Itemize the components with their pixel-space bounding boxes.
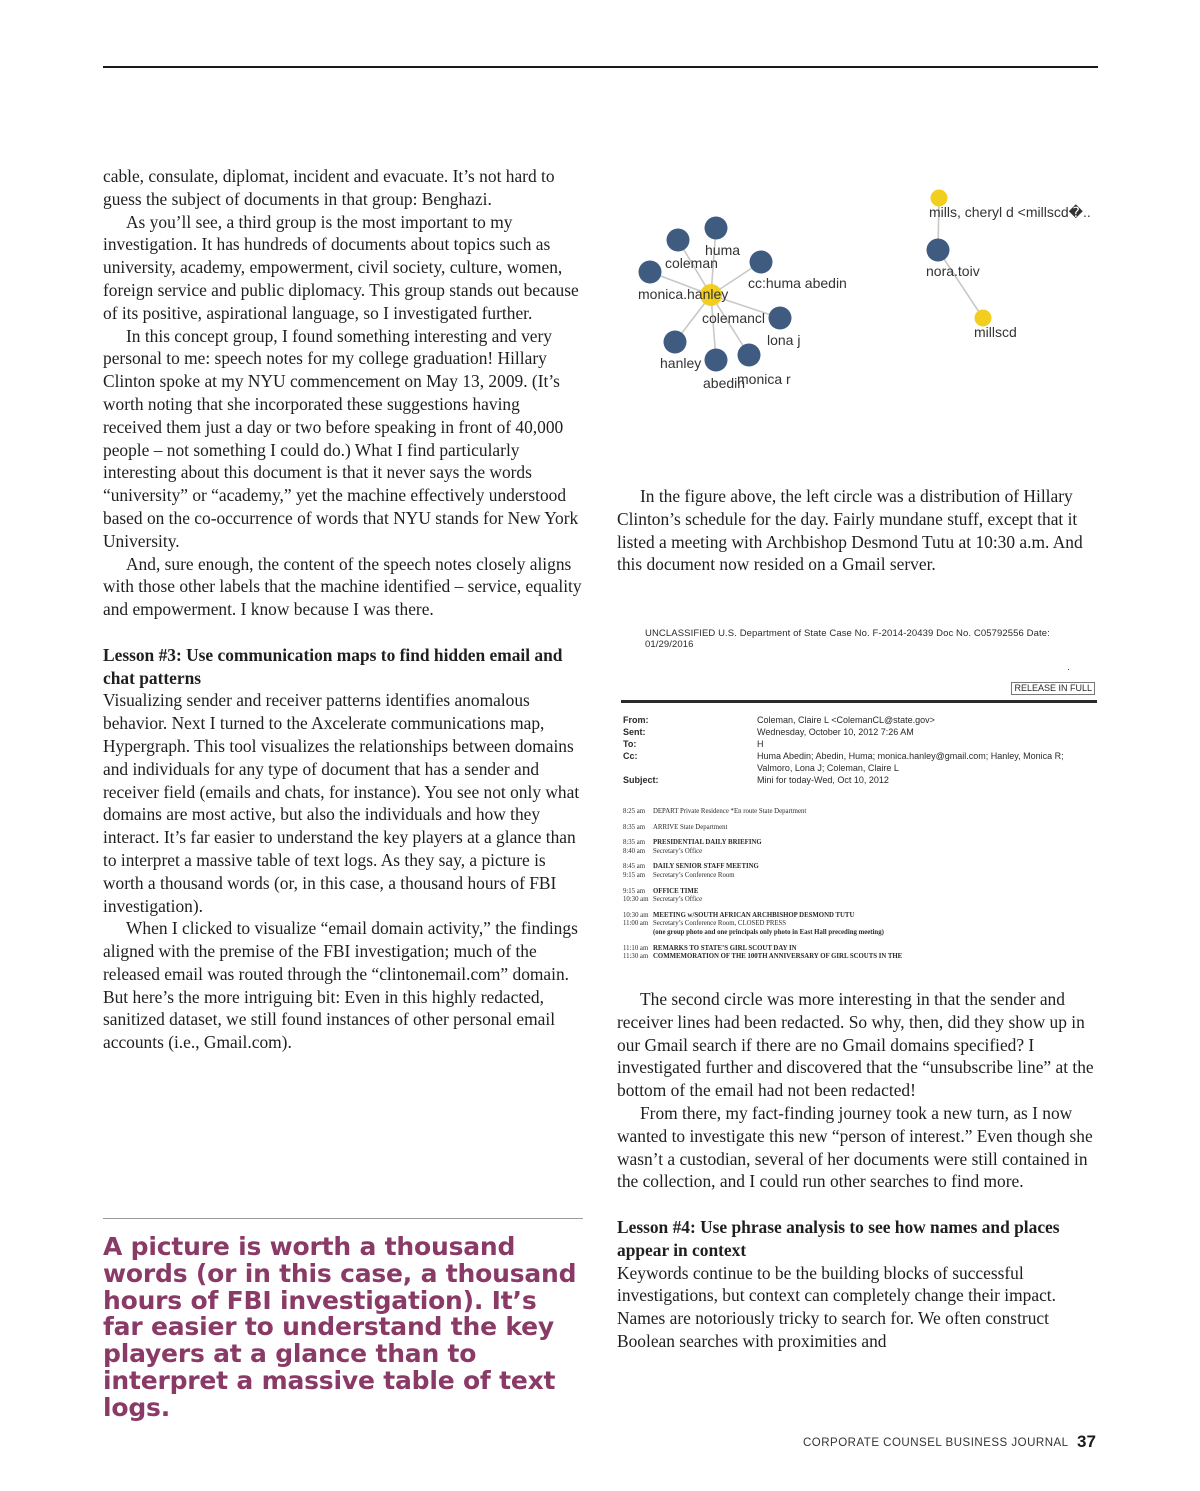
schedule-text: DEPART Private Residence *En route State Department <box>653 808 807 815</box>
schedule-text: DAILY SENIOR STAFF MEETING <box>653 863 759 871</box>
node-hanley[interactable] <box>664 331 687 354</box>
paragraph: As you’ll see, a third group is the most important to my investigation. It has hundreds of documents about topics such as university, academy, empowerment, civil society, culture, women, foreign service and public diplomacy. This group stands out because of its positive, aspirational language, so I investigated further. <box>103 211 579 323</box>
node-lona-j[interactable] <box>769 307 792 330</box>
schedule-time: 11:00 am <box>623 920 649 928</box>
label-monica-r: monica r <box>737 371 791 387</box>
label-coleman: coleman <box>665 255 718 271</box>
email-header-value: H <box>757 739 764 749</box>
schedule-row <box>623 953 1093 962</box>
schedule-text: ARRIVE State Department <box>653 823 728 831</box>
schedule-text: Secretary’s Conference Room, CLOSED PRESS <box>653 920 787 928</box>
spacer <box>103 621 583 644</box>
page-number: 37 <box>1077 1432 1096 1451</box>
email-header-row <box>623 750 1099 774</box>
label-cc-huma-abedin: cc:huma abedin <box>748 275 847 291</box>
paragraph: And, sure enough, the content of the speech notes closely aligns with those other labels that the machine identified – service, equality and empowerment. I know because I was there. <box>103 553 582 620</box>
edge <box>938 250 983 318</box>
schedule-text: COMMEMORATION OF THE 100TH ANNIVERSARY OF GIRL SCOUTS IN THE <box>653 953 903 961</box>
schedule-row <box>623 863 1093 872</box>
schedule-time: 9:15 am <box>623 871 646 879</box>
left-column <box>103 165 583 1054</box>
label-abedin: abedin <box>703 375 746 391</box>
lesson4-paragraphs <box>617 1262 1099 1353</box>
schedule-time: 8:35 am <box>623 823 646 831</box>
lesson4-heading: Lesson #4: Use phrase analysis to see how names and places appear in context <box>617 1216 1060 1260</box>
top-rule <box>103 66 1098 68</box>
schedule-row <box>623 920 1093 929</box>
node-cc-huma-abedin[interactable] <box>750 251 773 274</box>
schedule-row <box>623 808 1093 817</box>
paragraph: The second circle was more interesting in that the sender and receiver lines had been redacted. So why, then, did they show up in our Gmail search if there are no Gmail domains specified? I investigated further and discovered that the “unsubscribe line” at the bottom of the email had not been redacted! <box>617 989 1094 1101</box>
unclassified-header: UNCLASSIFIED U.S. Department of State Case No. F-2014-20439 Doc No. C05792556 Date: 01/29/2016 <box>645 628 1050 650</box>
email-header-key: Sent: <box>623 727 646 737</box>
schedule-row <box>623 872 1093 881</box>
schedule-text: REMARKS TO STATE’S GIRL SCOUT DAY IN <box>653 944 797 952</box>
release-in-full-stamp: RELEASE IN FULL <box>1011 682 1095 695</box>
node-monica-hanley-left[interactable] <box>639 261 662 284</box>
paragraph: When I clicked to visualize “email domain activity,” the findings aligned with the premise of the FBI investigation; much of the released email was routed through the “clintonemail.com” domain. But here’s the more intriguing bit: Even in this highly redacted, sanitized dataset, we still found instances of other personal email accounts (i.e., Gmail.com). <box>103 918 578 1053</box>
paragraph: In this concept group, I found something interesting and very personal to me: speech notes for my college graduation! Hillary Clinton spoke at my NYU commencement on May 13, 2009. (It’s worth noting that she incorporated these suggestions having received them just a day or two before speaking in front of 40,000 people – not something I could do.) What I find particularly interesting about this document is that it never says the words “university” or “academy,” yet the machine effectively understood based on the co-occurrence of words that NYU stands for New York University. <box>103 325 579 551</box>
schedule-spacer <box>623 938 1093 945</box>
schedule-spacer <box>623 817 1093 824</box>
label-monica-hanley: monica.hanley <box>638 286 729 302</box>
pull-quote-rule <box>103 1218 583 1219</box>
node-monica-r[interactable] <box>738 344 761 367</box>
schedule-text: Secretary’s Office <box>653 847 703 855</box>
communication-map <box>625 180 1105 395</box>
email-header-value: Coleman, Claire L <ColemanCL@state.gov> <box>757 715 935 725</box>
label-hanley: hanley <box>660 355 702 371</box>
node-nora-toiv[interactable] <box>927 239 950 262</box>
paragraph: Keywords continue to be the building blocks of successful investigations, but context can completely change their impact. Names are notoriously tricky to search for. We often construct Boolean searches with proximities and <box>617 1262 1056 1351</box>
email-header <box>623 714 1099 786</box>
right-column-top <box>617 485 1099 576</box>
schedule-spacer <box>623 832 1093 839</box>
document-rule <box>621 700 1097 703</box>
node-abedin[interactable] <box>705 349 728 372</box>
node-huma[interactable] <box>705 217 728 240</box>
schedule-row <box>623 945 1093 954</box>
pull-quote: A picture is worth a thousand words (or in this case, a thousand hours of FBI investigation). It’s far easier to understand the key players at a glance than to interpret a massive table of text logs. <box>103 1232 577 1422</box>
label-nora-toiv: nora.toiv <box>926 263 980 279</box>
node-coleman[interactable] <box>667 229 690 252</box>
email-header-row <box>623 714 1099 726</box>
schedule-time <box>623 929 653 938</box>
schedule-spacer <box>623 856 1093 863</box>
schedule-time: 9:15 am <box>623 887 646 895</box>
schedule-row <box>623 839 1093 848</box>
schedule-text: Secretary’s Conference Room <box>653 871 735 879</box>
schedule-text: MEETING w/SOUTH AFRICAN ARCHBISHOP DESMOND TUTU <box>653 911 855 919</box>
email-header-key: Cc: <box>623 751 638 761</box>
label-colemancl: colemancl <box>702 310 766 326</box>
email-header-value: Mini for today-Wed, Oct 10, 2012 <box>757 775 889 785</box>
schedule-time: 10:30 am <box>623 911 649 919</box>
email-header-value: Huma Abedin; Abedin, Huma; monica.hanley@gmail.com; Hanley, Monica R; Valmoro, Lona J; Coleman, Claire L <box>757 751 1064 773</box>
lesson3-paragraphs <box>103 689 583 1054</box>
right-paragraphs-b <box>617 988 1099 1193</box>
right-column-bottom <box>617 988 1099 1353</box>
paragraph: From there, my fact-finding journey took a new turn, as I now wanted to investigate this new “person of interest.” Even though she wasn’t a custodian, several of her documents were still contained in the collection, and I could run other searches to find more. <box>617 1102 1093 1192</box>
schedule-time: 10:30 am <box>623 896 649 904</box>
schedule-text: PRESIDENTIAL DAILY BRIEFING <box>653 839 762 847</box>
label-huma: huma <box>705 242 741 258</box>
schedule-time: 8:25 am <box>623 808 646 815</box>
schedule-time: 8:40 am <box>623 847 646 855</box>
schedule-row <box>623 848 1093 857</box>
paragraph: In the figure above, the left circle was a distribution of Hillary Clinton’s schedule for the day. Fairly mundane stuff, except that it listed a meeting with Archbishop Desmond Tutu at 10:30 a.m. And this document now resided on a Gmail server. <box>617 486 1083 575</box>
label-mills-cheryl: mills, cheryl d <millscd�.. <box>929 204 1091 220</box>
right-paragraphs-a <box>617 485 1099 576</box>
email-header-row <box>623 774 1099 786</box>
email-document-scan <box>617 622 1099 972</box>
spacer <box>617 1193 1099 1216</box>
email-header-row <box>623 726 1099 738</box>
email-header-key: Subject: <box>623 775 659 785</box>
email-header-row <box>623 738 1099 750</box>
label-lona-j: lona j <box>767 332 801 348</box>
schedule-text: OFFICE TIME <box>653 887 699 895</box>
schedule-row <box>623 912 1093 921</box>
communication-map-graph <box>625 180 1105 395</box>
schedule-time: 11:30 am <box>623 953 649 961</box>
schedule-time: 8:45 am <box>623 863 646 871</box>
schedule-spacer <box>623 905 1093 912</box>
email-schedule <box>623 808 1093 962</box>
schedule-time: 11:10 am <box>623 944 649 952</box>
left-paragraphs <box>103 165 583 621</box>
schedule-spacer <box>623 881 1093 888</box>
email-header-key: From: <box>623 715 649 725</box>
paragraph: Visualizing sender and receiver patterns identifies anomalous behavior. Next I turned to the Axcelerate communications map, Hypergraph. This tool visualizes the relationships between domains and individuals for any type of document that has a sender and receiver field (emails and chats, for instance). You see not only what domains are most active, but also the individuals and how they interact. It’s far easier to understand the key players at a glance than to interpret a massive table of text logs. As they say, a picture is worth a thousand words (or, in this case, a thousand hours of FBI investigation). <box>103 690 580 916</box>
label-millscd: millscd <box>974 324 1017 340</box>
schedule-row <box>623 888 1093 897</box>
schedule-text: (one group photo and one principals only photo in East Hall preceding meeting) <box>653 928 884 936</box>
schedule-row <box>623 929 1093 938</box>
schedule-row <box>623 824 1093 833</box>
schedule-time: 8:35 am <box>623 839 646 847</box>
footer-journal-title: CORPORATE COUNSEL BUSINESS JOURNAL <box>803 1437 1069 1449</box>
scan-mark: · <box>1067 664 1070 674</box>
paragraph: cable, consulate, diplomat, incident and evacuate. It’s not hard to guess the subject of documents in that group: Benghazi. <box>103 166 555 209</box>
lesson3-heading: Lesson #3: Use communication maps to find hidden email and chat patterns <box>103 644 563 688</box>
schedule-text: Secretary’s Office <box>653 896 703 904</box>
email-header-value: Wednesday, October 10, 2012 7:26 AM <box>757 727 914 737</box>
schedule-row <box>623 896 1093 905</box>
email-header-key: To: <box>623 739 637 749</box>
